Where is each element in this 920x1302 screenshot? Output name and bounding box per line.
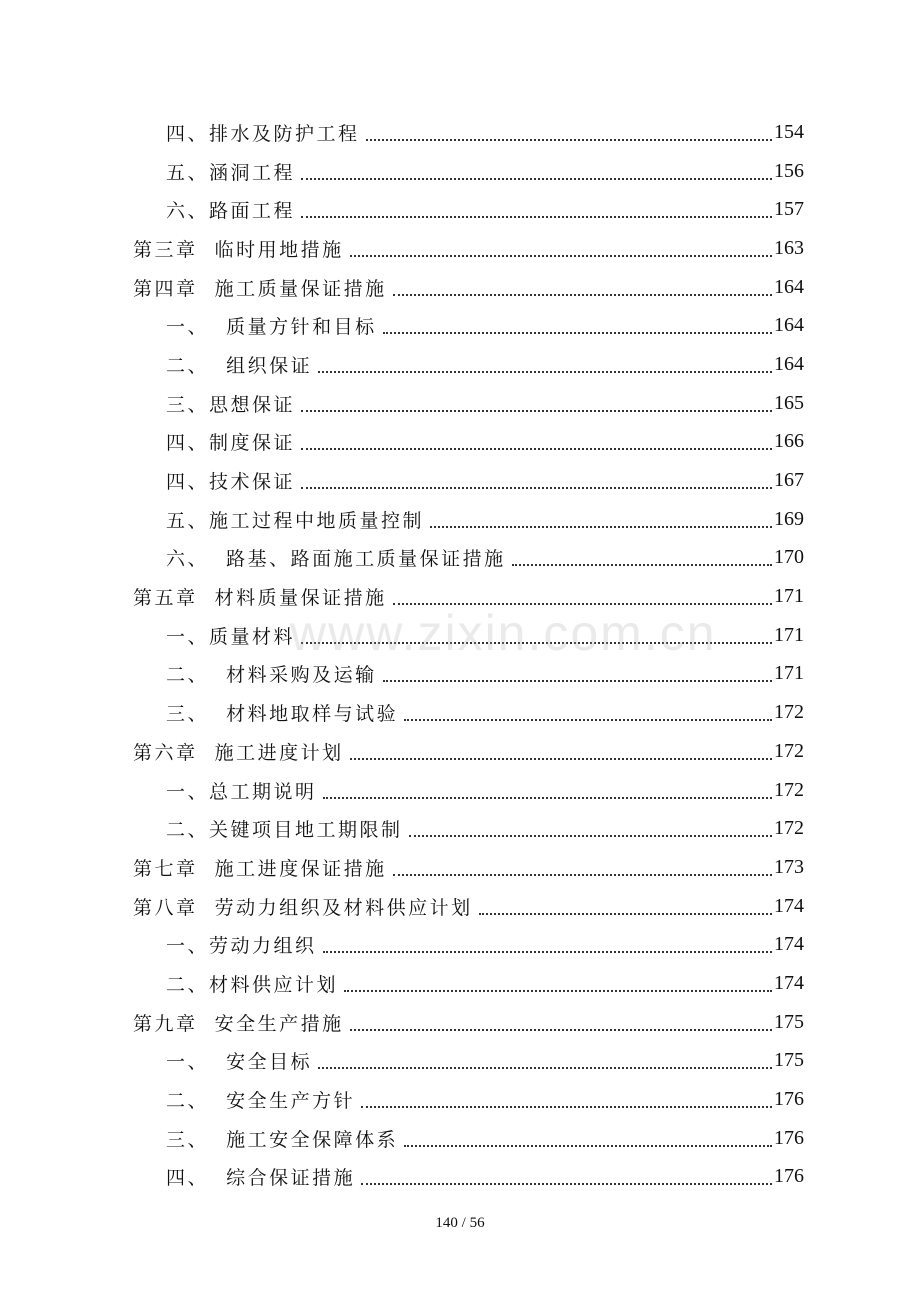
table-of-contents	[0, 113, 920, 1196]
toc-entry-title: 六、路面工程	[166, 200, 296, 223]
toc-entry-title: 五、施工过程中地质量控制	[166, 509, 425, 532]
dot-leader	[361, 1087, 772, 1108]
toc-entry-page-number: 175	[774, 1010, 804, 1033]
dot-leader	[512, 545, 772, 566]
toc-section-entry[interactable]	[0, 655, 920, 694]
toc-entry-title: 一、质量材料	[166, 625, 296, 648]
toc-entry-title: 第五章 材料质量保证措施	[133, 587, 387, 610]
toc-chapter-entry[interactable]	[0, 268, 920, 307]
toc-entry-page-number: 174	[774, 933, 804, 956]
dot-leader	[383, 313, 772, 334]
dot-leader	[350, 1010, 772, 1031]
watermark: www.zixin.com.cn	[290, 605, 717, 661]
dot-leader	[323, 778, 772, 799]
toc-entry-page-number: 156	[774, 159, 804, 182]
toc-entry-title: 一、 质量方针和目标	[166, 316, 377, 339]
toc-entry-title: 二、关键项目地工期限制	[166, 819, 403, 842]
toc-entry-title: 一、总工期说明	[166, 780, 317, 803]
dot-leader	[301, 197, 772, 218]
toc-entry-title: 四、 综合保证措施	[166, 1167, 356, 1190]
toc-chapter-entry[interactable]	[0, 229, 920, 268]
toc-entry-page-number: 173	[774, 855, 804, 878]
dot-leader	[350, 739, 772, 760]
toc-section-entry[interactable]	[0, 616, 920, 655]
toc-entry-page-number: 169	[774, 507, 804, 530]
toc-entry-title: 第九章 安全生产措施	[133, 1012, 344, 1035]
dot-leader	[404, 1126, 772, 1147]
toc-entry-title: 一、劳动力组织	[166, 935, 317, 958]
toc-entry-title: 第三章 临时用地措施	[133, 238, 344, 261]
toc-entry-page-number: 174	[774, 894, 804, 917]
toc-section-entry[interactable]	[0, 384, 920, 423]
toc-entry-page-number: 157	[774, 198, 804, 221]
toc-section-entry[interactable]	[0, 461, 920, 500]
toc-entry-page-number: 172	[774, 701, 804, 724]
toc-entry-title: 第八章 劳动力组织及材料供应计划	[133, 896, 473, 919]
dot-leader	[393, 855, 772, 876]
toc-section-entry[interactable]	[0, 771, 920, 810]
toc-entry-title: 第六章 施工进度计划	[133, 741, 344, 764]
toc-entry-title: 二、 安全生产方针	[166, 1090, 356, 1113]
toc-section-entry[interactable]	[0, 693, 920, 732]
toc-entry-page-number: 170	[774, 546, 804, 569]
toc-entry-page-number: 171	[774, 585, 804, 608]
toc-section-entry[interactable]	[0, 925, 920, 964]
toc-section-entry[interactable]	[0, 190, 920, 229]
toc-section-entry[interactable]	[0, 1080, 920, 1119]
dot-leader	[344, 971, 772, 992]
toc-entry-page-number: 176	[774, 1088, 804, 1111]
toc-entry-page-number: 165	[774, 391, 804, 414]
toc-entry-page-number: 171	[774, 662, 804, 685]
dot-leader	[479, 894, 772, 915]
page-number-footer: 140 / 56	[435, 1215, 485, 1231]
toc-entry-page-number: 176	[774, 1165, 804, 1188]
dot-leader	[409, 816, 772, 837]
toc-entry-title: 三、 材料地取样与试验	[166, 703, 399, 726]
toc-entry-title: 第七章 施工进度保证措施	[133, 857, 387, 880]
dot-leader	[301, 623, 772, 644]
dot-leader	[393, 584, 772, 605]
toc-entry-page-number: 174	[774, 971, 804, 994]
toc-entry-title: 六、 路基、路面施工质量保证措施	[166, 548, 506, 571]
toc-entry-page-number: 176	[774, 1126, 804, 1149]
dot-leader	[318, 1048, 772, 1069]
toc-entry-title: 四、制度保证	[166, 432, 296, 455]
toc-chapter-entry[interactable]	[0, 887, 920, 926]
toc-entry-title: 二、材料供应计划	[166, 973, 339, 996]
toc-chapter-entry[interactable]	[0, 732, 920, 771]
toc-entry-title: 四、排水及防护工程	[166, 122, 360, 145]
dot-leader	[301, 159, 772, 180]
toc-entry-page-number: 171	[774, 623, 804, 646]
dot-leader	[383, 661, 772, 682]
toc-section-entry[interactable]	[0, 113, 920, 152]
dot-leader	[301, 391, 772, 412]
toc-entry-title: 四、技术保证	[166, 471, 296, 494]
toc-entry-page-number: 172	[774, 739, 804, 762]
toc-entry-title: 五、涵洞工程	[166, 161, 296, 184]
dot-leader	[323, 932, 772, 953]
toc-entry-page-number: 164	[774, 275, 804, 298]
toc-chapter-entry[interactable]	[0, 848, 920, 887]
toc-entry-page-number: 164	[774, 352, 804, 375]
dot-leader	[404, 700, 772, 721]
dot-leader	[350, 236, 772, 257]
toc-entry-title: 一、 安全目标	[166, 1051, 313, 1074]
toc-entry-title: 第四章 施工质量保证措施	[133, 277, 387, 300]
dot-leader	[318, 352, 772, 373]
toc-section-entry[interactable]	[0, 964, 920, 1003]
toc-entry-title: 二、 材料采购及运输	[166, 664, 377, 687]
toc-entry-title: 三、 施工安全保障体系	[166, 1128, 399, 1151]
toc-entry-title: 二、 组织保证	[166, 354, 313, 377]
toc-chapter-entry[interactable]	[0, 1003, 920, 1042]
dot-leader	[301, 429, 772, 450]
toc-entry-page-number: 172	[774, 817, 804, 840]
toc-entry-page-number: 175	[774, 1049, 804, 1072]
toc-entry-page-number: 164	[774, 314, 804, 337]
toc-section-entry[interactable]	[0, 306, 920, 345]
toc-section-entry[interactable]	[0, 152, 920, 191]
toc-entry-page-number: 166	[774, 430, 804, 453]
toc-section-entry[interactable]	[0, 1158, 920, 1197]
toc-section-entry[interactable]	[0, 539, 920, 578]
toc-entry-title: 三、思想保证	[166, 393, 296, 416]
toc-section-entry[interactable]	[0, 809, 920, 848]
dot-leader	[301, 468, 772, 489]
toc-entry-page-number: 163	[774, 236, 804, 259]
toc-entry-page-number: 167	[774, 469, 804, 492]
toc-section-entry[interactable]	[0, 1119, 920, 1158]
toc-chapter-entry[interactable]	[0, 577, 920, 616]
toc-entry-page-number: 154	[774, 120, 804, 143]
toc-section-entry[interactable]	[0, 500, 920, 539]
toc-section-entry[interactable]	[0, 345, 920, 384]
toc-entry-page-number: 172	[774, 778, 804, 801]
toc-section-entry[interactable]	[0, 1042, 920, 1081]
toc-section-entry[interactable]	[0, 423, 920, 462]
dot-leader	[430, 507, 772, 528]
dot-leader	[393, 275, 772, 296]
dot-leader	[361, 1164, 772, 1185]
dot-leader	[366, 120, 772, 141]
